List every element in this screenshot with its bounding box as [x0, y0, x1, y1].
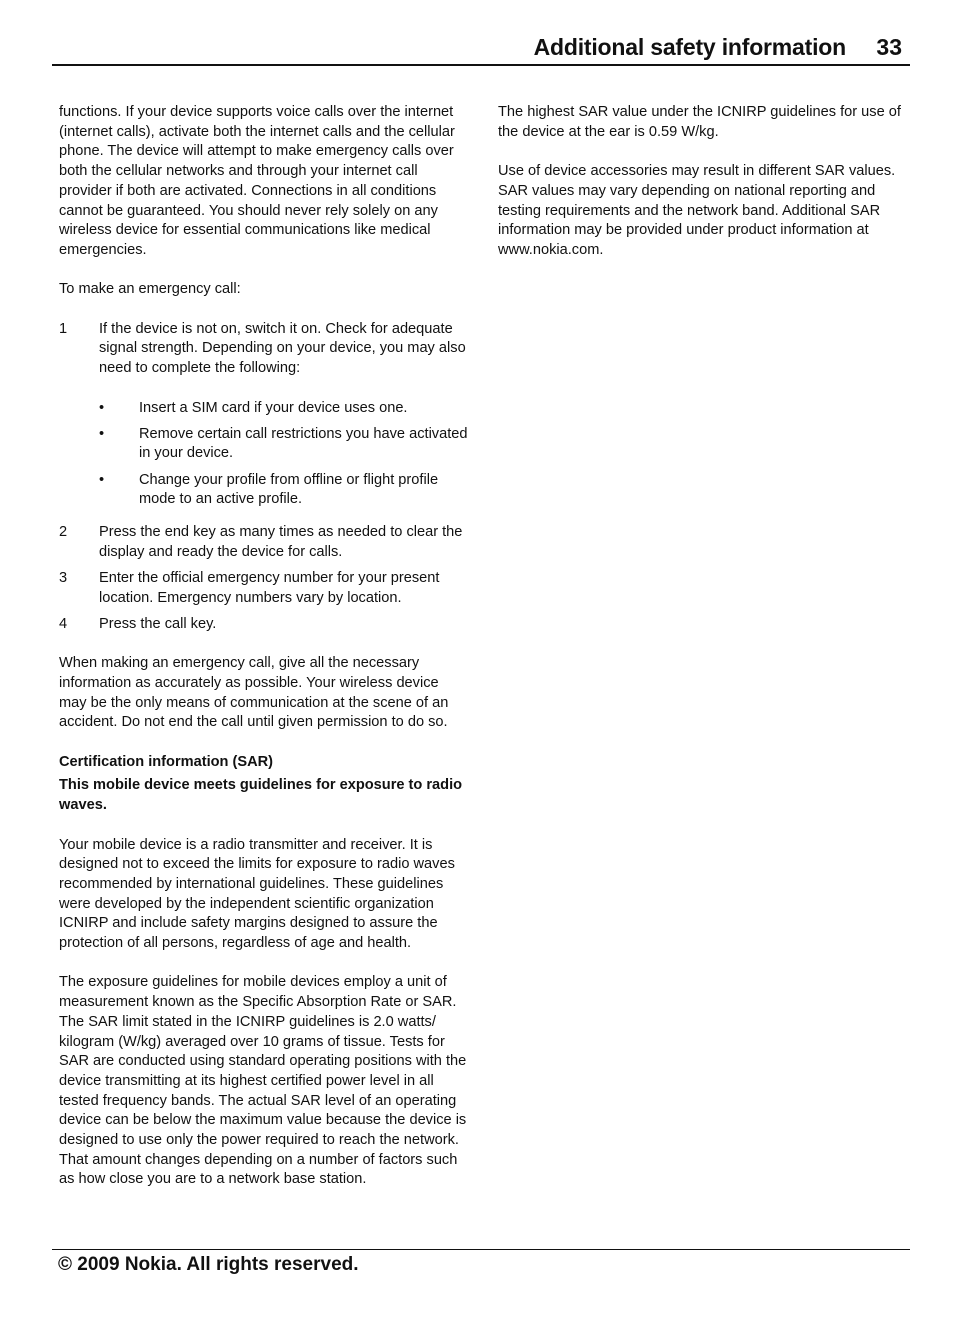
- intro-paragraph: functions. If your device supports voice calls over the internet (internet calls), activate both the internet calls and the cellular phone. The device will attempt to make emergency calls over both the cellular networks and through your internet call provider if both are activated. Connections in all conditions cannot be guaranteed. You should never rely solely on any wireless device for essential communications like medical emergencies.: [59, 104, 455, 258]
- sar-paragraph-1: Your mobile device is a radio transmitter and receiver. It is designed not to exceed the limits for exposure to radio waves recommended by international guidelines. These guidelines were developed by the independent scientific organization ICNIRP and include safety margins designed to assure the protection of all persons, regardless of age and health.: [59, 836, 455, 952]
- emergency-steps-list: [59, 320, 469, 635]
- right-column: [498, 103, 908, 280]
- bullet-icon: •: [99, 399, 105, 416]
- sar-paragraph-2: The exposure guidelines for mobile devices employ a unit of measurement known as the Specific Absorption Rate or SAR. The SAR limit stated in the ICNIRP guidelines is 2.0 watts/ kilogram (W/kg) averaged over 10 grams of tissue. Tests for SAR are conducted using standard operating positions with the device transmitting at its highest certified power level in all tested frequency bands. The actual SAR level of an operating device can be below the maximum value because the device is designed to use only the power required to reach the network. That amount changes depending on a number of factors such as how close you are to a network base station.: [59, 974, 467, 1188]
- list-item: [99, 399, 469, 419]
- step-number: 4: [59, 615, 68, 632]
- page-header: [52, 30, 910, 66]
- sar-section-subtitle: This mobile device meets guidelines for exposure to radio waves.: [59, 777, 463, 814]
- list-item: [59, 569, 469, 608]
- bullet-text: Remove certain call restrictions you have activated in your device.: [139, 425, 468, 462]
- step-number: 1: [59, 320, 68, 337]
- sar-section-title: Certification information (SAR): [59, 753, 274, 770]
- copyright-notice: © 2009 Nokia. All rights reserved.: [58, 1254, 359, 1275]
- header-title: Additional safety information: [533, 34, 846, 60]
- after-steps-paragraph: When making an emergency call, give all the necessary information as accurately as possible. Your wireless device may be the only means of communication at the scene of an accident. Do not end the call until given permission to do so.: [59, 655, 449, 731]
- bullet-text: Change your profile from offline or flight profile mode to an active profile.: [139, 471, 439, 508]
- step-number: 3: [59, 569, 68, 586]
- page-number: 33: [876, 34, 902, 60]
- list-item: [99, 471, 469, 510]
- step-number: 2: [59, 524, 68, 541]
- step-text: Press the call key.: [99, 615, 217, 632]
- bullet-icon: •: [99, 471, 105, 488]
- left-column: [59, 103, 469, 1210]
- list-item: [59, 523, 469, 562]
- step-text: Enter the official emergency number for your present location. Emergency numbers vary by location.: [99, 569, 440, 606]
- step-text: If the device is not on, switch it on. Check for adequate signal strength. Depending on your device, you may also need to complete the following:: [99, 320, 466, 377]
- page-footer: [52, 1249, 910, 1275]
- list-item: [99, 425, 469, 464]
- sar-accessories-paragraph: Use of device accessories may result in different SAR values. SAR values may vary depending on national reporting and testing requirements and the network band. Additional SAR information may be provided under product information at www.nokia.com.: [498, 163, 896, 258]
- list-item: [59, 615, 469, 635]
- list-item: [59, 320, 469, 517]
- bullet-text: Insert a SIM card if your device uses one.: [139, 399, 408, 416]
- bullet-icon: •: [99, 425, 105, 442]
- sar-value-paragraph: The highest SAR value under the ICNIRP guidelines for use of the device at the ear is 0.59 W/kg.: [498, 104, 901, 140]
- step-text: Press the end key as many times as needed to clear the display and ready the device for calls.: [99, 524, 463, 560]
- emergency-lead: To make an emergency call:: [59, 281, 241, 298]
- bullet-list: [99, 399, 469, 511]
